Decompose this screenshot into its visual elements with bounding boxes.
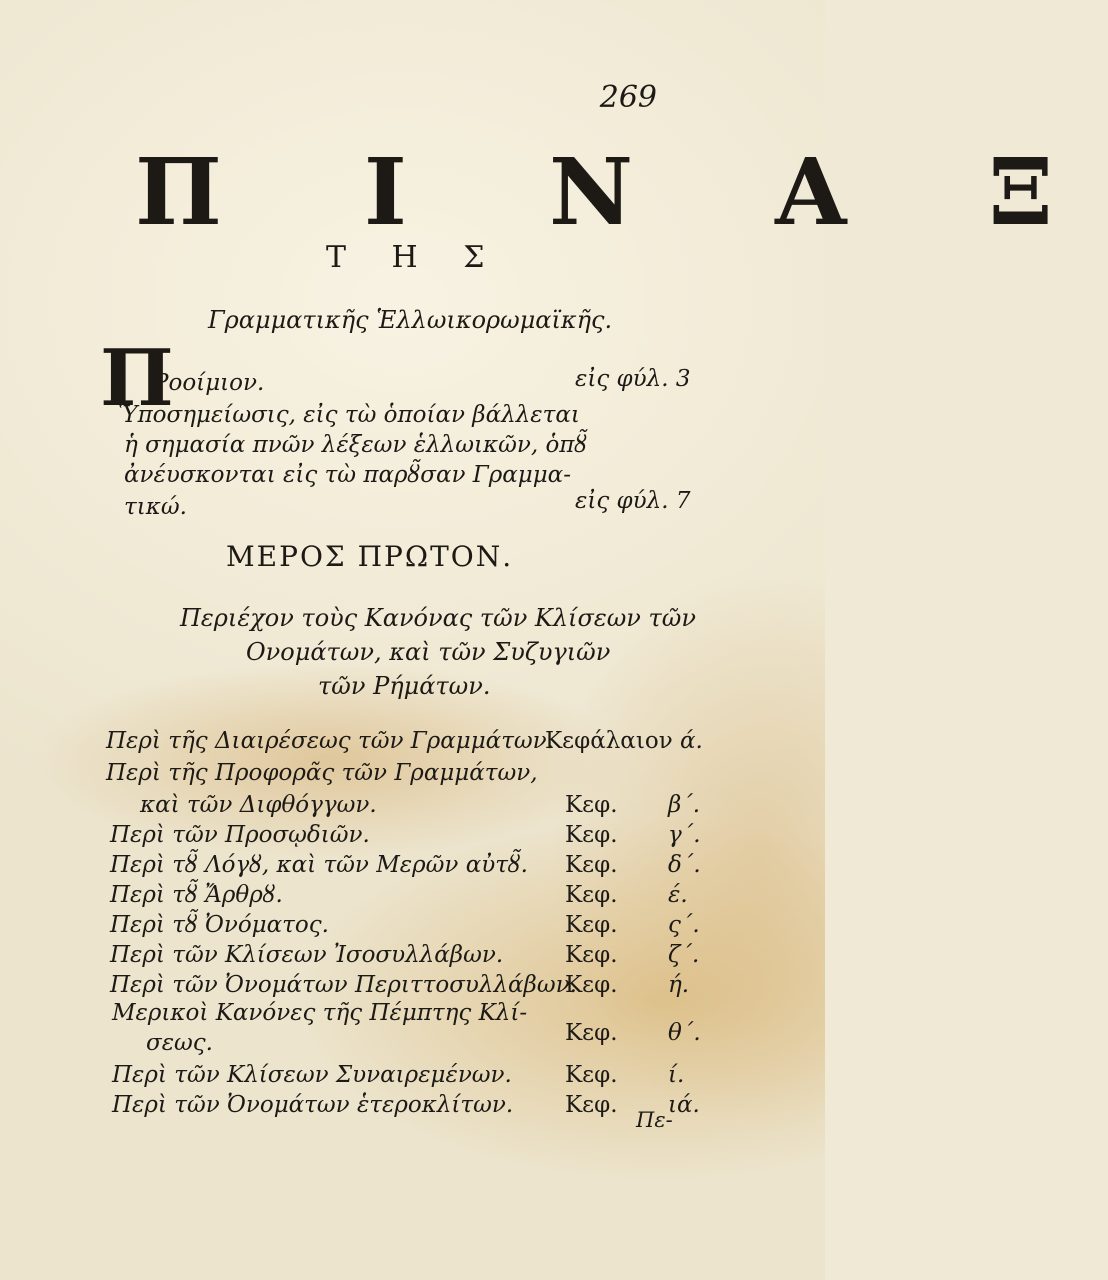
part-title: ΜΕΡΟΣ ΠΡΩΤΟΝ. — [226, 540, 514, 573]
note-line: Ὑποσημείωσις, εἰς τὼ ὁποίαν βάλλεται — [118, 402, 580, 428]
toc-entry-chapter-label: Κεφάλαιον — [545, 728, 673, 754]
toc-entry-chapter-label: Κεφ. — [565, 912, 618, 938]
toc-entry-chapter-label: Κεφ. — [565, 942, 618, 968]
toc-entry-title: Περὶ τȣ̃ Ἄρθρȣ. — [110, 882, 283, 908]
toc-entry-chapter-number: ιά. — [668, 1092, 700, 1118]
toc-entry-title: καὶ τῶν Διφθόγγων. — [140, 792, 377, 818]
toc-entry-chapter-number: γ΄. — [668, 822, 701, 848]
proem-ref: εἰς φύλ. 3 — [575, 366, 691, 392]
toc-entry-chapter-label: Κεφ. — [565, 852, 618, 878]
catchword: Πε- — [636, 1108, 673, 1132]
page-subtitle: Τ Η Σ — [326, 240, 503, 275]
toc-entry-chapter-number: ή. — [668, 972, 690, 998]
note-line: ἀνέυσκονται εἰς τὼ παρȣ̃σαν Γραμμα- — [124, 462, 571, 488]
toc-entry-title: Περὶ τῶν Κλίσεων Συναιρεμένων. — [112, 1062, 512, 1088]
page-number: 269 — [599, 80, 657, 115]
toc-entry-chapter-number: ς΄. — [668, 912, 700, 938]
toc-entry-chapter-label: Κεφ. — [565, 822, 618, 848]
toc-entry-chapter-number: δ΄. — [668, 852, 701, 878]
toc-entry-chapter-label: Κεφ. — [565, 792, 618, 818]
toc-entry-title: Περὶ τῶν Ὀνομάτων Περιττοσυλλάβων. — [110, 972, 577, 998]
toc-entry-title: Περὶ τȣ̃ Λόγȣ, καὶ τῶν Μερῶν αὐτȣ̃. — [110, 852, 528, 878]
note-line: ἡ σημασία πνῶν λέξεων ἑλλωικῶν, ὁπȣ̃ — [124, 432, 588, 458]
note-line: τικώ. — [124, 494, 187, 520]
toc-entry-chapter-label: Κεφ. — [565, 1092, 618, 1118]
toc-entry-chapter-number: ά. — [680, 728, 703, 754]
toc-entry-chapter-label: Κεφ. — [565, 1062, 618, 1088]
drop-cap: Π — [100, 333, 174, 424]
part-subtitle-line: Περιέχον τοὺς Κανόνας τῶν Κλίσεων τῶν — [180, 604, 696, 632]
proem-entry: Ροοίμιον. — [153, 370, 265, 396]
part-subtitle-line: Ονομάτων, καὶ τῶν Συζυγιῶν — [246, 638, 611, 666]
toc-entry-chapter-number: έ. — [668, 882, 688, 908]
note-ref: εἰς φύλ. 7 — [575, 488, 691, 514]
toc-entry-chapter-number: θ΄. — [668, 1020, 701, 1046]
toc-entry-title: Περὶ τȣ̃ Ὀνόματος. — [110, 912, 329, 938]
grammar-heading: Γραμματικῆς Ἑλλωικορωμαϊκῆς. — [208, 306, 613, 334]
toc-entry-chapter-number: ί. — [668, 1062, 685, 1088]
toc-entry-chapter-number: ζ΄. — [668, 942, 700, 968]
toc-entry-title: Περὶ τῆς Προφορᾶς τῶν Γραμμάτων, — [106, 760, 538, 786]
toc-entry-title: Περὶ τῶν Ὀνομάτων ἑτεροκλίτων. — [112, 1092, 514, 1118]
toc-entry-title: Μερικοὶ Κανόνες τῆς Πέμπτης Κλί- — [112, 1000, 528, 1026]
toc-entry-chapter-label: Κεφ. — [565, 1020, 618, 1046]
toc-entry-chapter-number: β΄. — [668, 792, 701, 818]
toc-entry-title: Περὶ τῶν Κλίσεων Ἰσοσυλλάβων. — [110, 942, 504, 968]
part-subtitle-line: τῶν Ρήμάτων. — [318, 672, 491, 700]
page-title: Π Ι Ν Α Ξ — [135, 138, 1108, 246]
toc-entry-chapter-label: Κεφ. — [565, 972, 618, 998]
toc-entry-chapter-label: Κεφ. — [565, 882, 618, 908]
toc-entry-title: Περὶ τῶν Προσῳδιῶν. — [110, 822, 370, 848]
toc-entry-title: Περὶ τῆς Διαιρέσεως τῶν Γραμμάτων. — [106, 728, 554, 754]
toc-entry-title: σεως. — [146, 1030, 213, 1056]
